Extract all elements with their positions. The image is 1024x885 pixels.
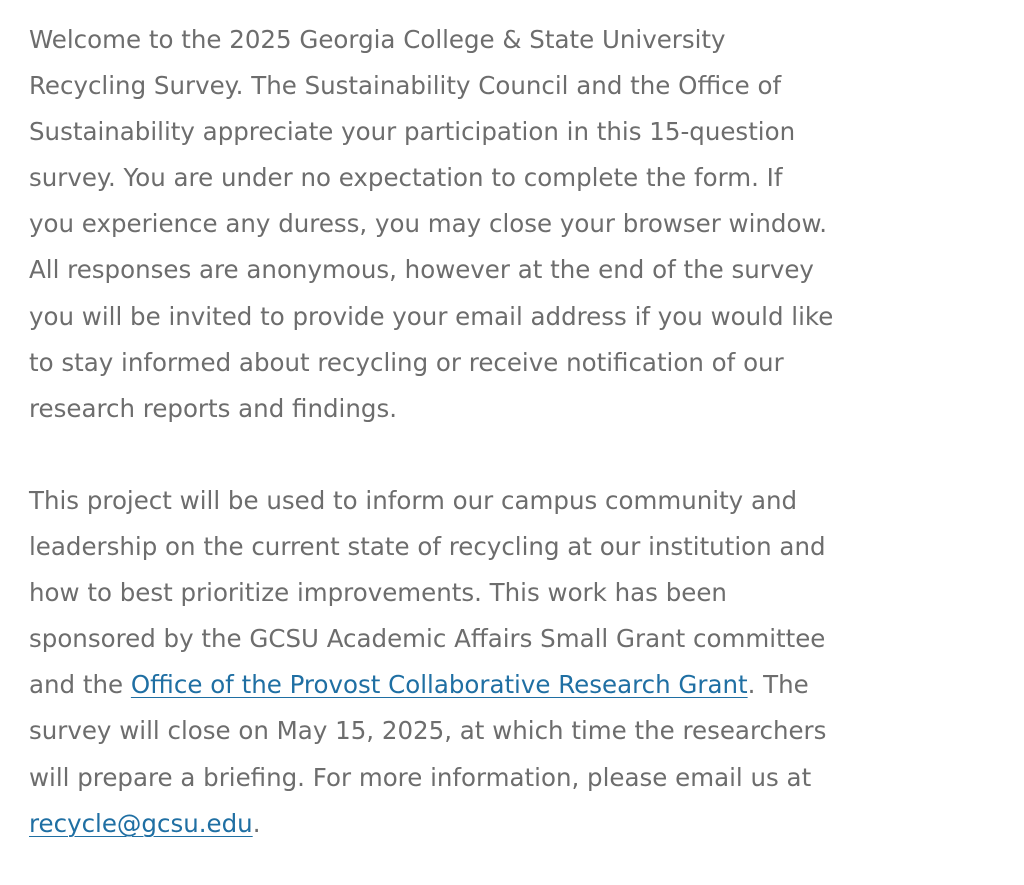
welcome-line-6: All responses are anonymous, however at the end of the survey (29, 255, 814, 285)
project-line-4: sponsored by the GCSU Academic Affairs Small Grant committee (29, 624, 826, 654)
project-line-6: survey will close on May 15, 2025, at which time the researchers (29, 716, 827, 746)
welcome-line-1: Welcome to the 2025 Georgia College & State University (29, 25, 726, 54)
project-line-7: will prepare a briefing. For more information, please email us at (29, 762, 812, 792)
paragraph-gap (29, 432, 1019, 478)
project-line-5-prefix: and the (29, 670, 131, 700)
survey-intro-text (29, 17, 1019, 847)
project-line-1: This project will be used to inform our campus community and (29, 485, 798, 515)
welcome-line-2: Recycling Survey. The Sustainability Council and the Office of (29, 71, 782, 101)
project-line-5 (29, 662, 1019, 708)
welcome-paragraph (29, 17, 1019, 432)
welcome-line-9: research reports and findings. (29, 393, 397, 423)
welcome-line-8: to stay informed about recycling or receive notification of our (29, 347, 784, 377)
welcome-line-5: you experience any duress, you may close your browser window. (29, 209, 828, 239)
project-line-3: how to best prioritize improvements. This work has been (29, 578, 727, 608)
project-line-5-suffix: . The (747, 670, 809, 700)
welcome-line-4: survey. You are under no expectation to complete the form. If (29, 163, 783, 193)
welcome-line-7: you will be invited to provide your email address if you would like (29, 301, 834, 331)
project-line-2: leadership on the current state of recycling at our institution and (29, 532, 826, 562)
welcome-line-3: Sustainability appreciate your participation in this 15-question (29, 117, 796, 147)
project-line-8 (29, 801, 1019, 847)
email-link[interactable]: recycle@gcsu.edu (29, 808, 253, 838)
email-suffix: . (252, 808, 261, 838)
project-paragraph (29, 478, 1019, 847)
provost-grant-link[interactable]: Office of the Provost Collaborative Research Grant (130, 670, 748, 700)
